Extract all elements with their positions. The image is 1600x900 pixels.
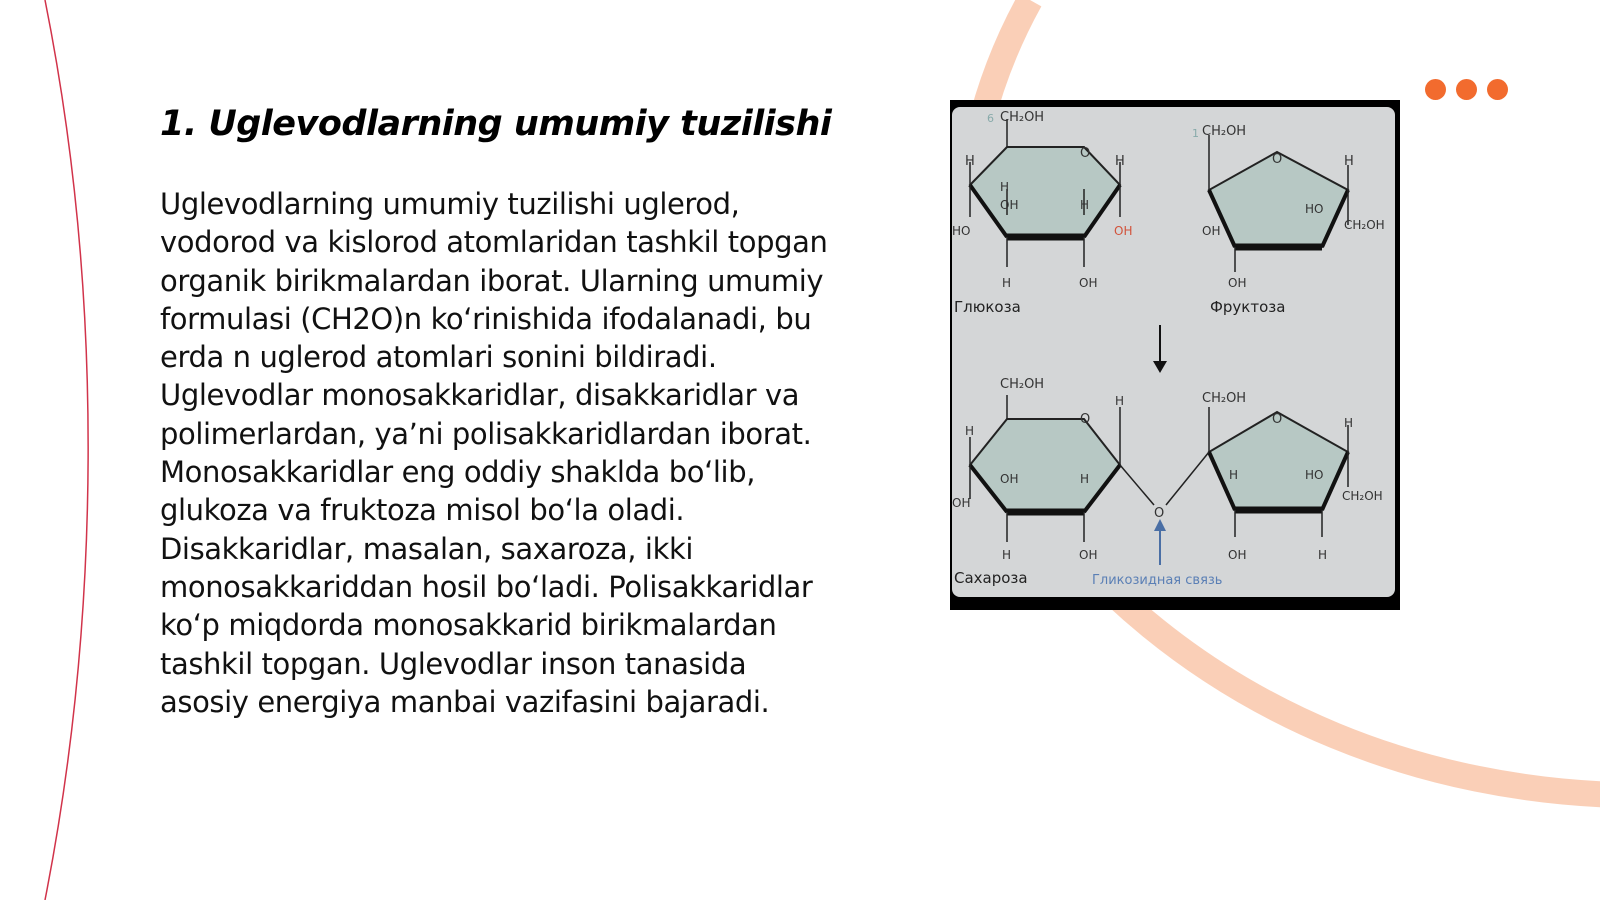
left-accent-line [45, 0, 88, 900]
glucose-oh: OH [1000, 198, 1019, 212]
sucrose-glucose-ring [970, 395, 1120, 542]
glucose-h: H [1080, 198, 1090, 212]
menu-dots [1425, 79, 1508, 100]
fructose-ch2oh-right: CH₂OH [1344, 218, 1385, 232]
sucrose-fructose-ho: HO [1305, 468, 1324, 482]
glucose-h: H [1002, 276, 1012, 290]
sucrose-oh: OH [1079, 548, 1098, 562]
glucose-h: H [965, 154, 975, 169]
sucrose-fructose-ch2oh: CH₂OH [1202, 391, 1247, 406]
fructose-h: H [1344, 154, 1354, 169]
sucrose-ch2oh: CH₂OH [1000, 377, 1045, 392]
sucrose-fructose-ch2oh-right: CH₂OH [1342, 489, 1383, 503]
sucrose-h: H [1080, 472, 1090, 486]
glucose-ch2oh: CH₂OH [1000, 110, 1045, 125]
sucrose-h: H [1002, 548, 1012, 562]
bridge-oxygen: O [1154, 506, 1165, 521]
figure-panel [952, 107, 1395, 597]
dot-icon [1456, 79, 1477, 100]
glucose-oh-anomeric: OH [1114, 224, 1133, 238]
fructose-ring-o: O [1272, 152, 1283, 167]
glucose-num-6: 6 [987, 112, 994, 125]
fructose-ch2oh: CH₂OH [1202, 124, 1247, 139]
glucose-ho: HO [952, 224, 971, 238]
glucose-ring-o: O [1080, 146, 1091, 161]
sucrose-fructose-h: H [1344, 416, 1354, 430]
sucrose-fructose-ring-o: O [1272, 412, 1283, 427]
glycosidic-bond-label: Гликозидная связь [1092, 573, 1223, 588]
sucrose-oh: OH [952, 496, 971, 510]
fructose-oh-left: OH [1202, 224, 1221, 238]
glucose-ring [970, 119, 1120, 267]
fructose-num-1: 1 [1192, 127, 1199, 140]
sucrose-fructose-h: H [1318, 548, 1328, 562]
glycosidic-bond [1120, 452, 1209, 505]
sucrose-h: H [1115, 394, 1125, 408]
fructose-oh: OH [1228, 276, 1247, 290]
glucose-h: H [1115, 154, 1125, 169]
arrow-up-icon [1154, 519, 1166, 565]
sucrose-fructose-h: H [1229, 468, 1239, 482]
fructose-label: Фруктоза [1210, 298, 1286, 316]
sucrose-oh: OH [1000, 472, 1019, 486]
sucrose-label: Сахароза [954, 569, 1028, 587]
glucose-oh: OH [1079, 276, 1098, 290]
slide-body-text: Uglevodlarning umumiy tuzilishi uglerod, vodorod va kislorod atomlaridan tashkil topgan organik birikmalardan iborat. Ularning umumiy formulasi (CH2O)n koʻrinishida ifodalanadi, bu erda n uglerod atomlari sonini bildiradi. Uglevodlar monosakkaridlar, disakkaridlar va polimerlardan, yaʼni polisakkaridlardan iborat. Monosakkaridlar eng oddiy shaklda boʻlib, glukoza va fruktoza misol boʻla oladi. Disakkaridlar, masalan, saxaroza, ikki monosakkariddan hosil boʻladi. Polisakkaridlar koʻp miqdorda monosakkarid birikmalardan tashkil topgan. Uglevodlar inson tanasida asosiy energiya manbai vazifasini bajaradi. [160, 187, 828, 719]
carbohydrate-structure-figure [950, 100, 1400, 610]
glucose-label: Глюкоза [954, 298, 1021, 316]
dot-icon [1425, 79, 1446, 100]
sucrose-fructose-oh: OH [1228, 548, 1247, 562]
arrow-down-icon [1153, 325, 1167, 373]
fructose-ho: HO [1305, 202, 1324, 216]
sucrose-ring-o: O [1080, 412, 1091, 427]
chemical-structures-diagram [952, 107, 1395, 597]
dot-icon [1487, 79, 1508, 100]
glucose-h: H [1000, 180, 1010, 194]
slide-title: 1. Uglevodlarning umumiy tuzilishi [160, 104, 832, 144]
sucrose-h: H [965, 424, 975, 438]
